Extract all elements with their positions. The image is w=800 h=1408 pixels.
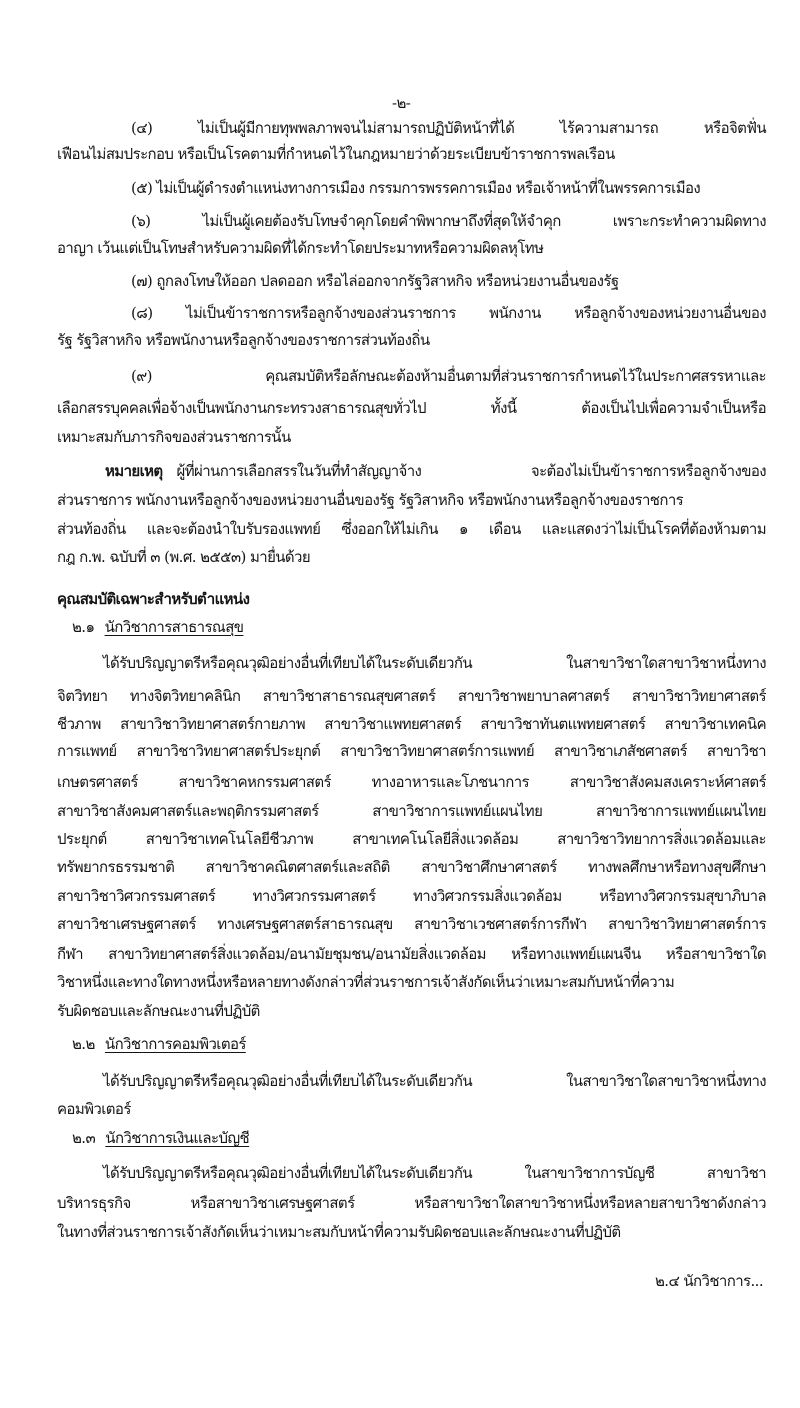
position-2-1-line-7: ประยุกต์ สาขาวิชาเทคโนโลยีชีวภาพ สาขาเทคโนโลยีสิ่งแวดล้อม สาขาวิชาวิทยาการสิ่งแวดล้อมและ [57, 830, 766, 848]
item-4-line-2: เฟือนไม่สมประกอบ หรือเป็นโรคตามที่กำหนดไว้ในกฎหมายว่าด้วยระเบียบข้าราชการพลเรือน [57, 145, 615, 163]
position-2-1-line-4: การแพทย์ สาขาวิชาวิทยาศาสตร์ประยุกต์ สาขาวิชาวิทยาศาสตร์การแพทย์ สาขาวิชาเภสัชศาสตร์ สาขาวิชา [57, 742, 766, 760]
note-line-1 [105, 461, 766, 481]
position-2-1-line-5: เกษตรศาสตร์ สาขาวิชาคหกรรมศาสตร์ ทางอาหารและโภชนาการ สาขาวิชาสังคมสงเคราะห์ศาสตร์ [57, 773, 766, 791]
position-2-3-title: นักวิชาการเงินและบัญชี [105, 1129, 250, 1147]
note-line-1-text: ผู้ที่ผ่านการเลือกสรรในวันที่ทำสัญญาจ้าง จะต้องไม่เป็นข้าราชการหรือลูกจ้างของ [176, 462, 766, 480]
position-2-1-line-2: จิตวิทยา ทางจิตวิทยาคลินิก สาขาวิชาสาธารณสุขศาสตร์ สาขาวิชาพยาบาลศาสตร์ สาขาวิชาวิทยาศาสตร์ [57, 687, 766, 705]
item-7-line-1: (๗) ถูกลงโทษให้ออก ปลดออก หรือไล่ออกจากรัฐวิสาหกิจ หรือหน่วยงานอื่นของรัฐ [131, 272, 619, 290]
item-4-line-1: (๔) ไม่เป็นผู้มีกายทุพพลภาพจนไม่สามารถปฏิบัติหน้าที่ได้ ไร้ความสามารถ หรือจิตฟั่น [131, 119, 766, 137]
position-2-3-line-3: ในทางที่ส่วนราชการเจ้าสังกัดเห็นว่าเหมาะสมกับหน้าที่ความรับผิดชอบและลักษณะงานที่ปฏิบัติ [57, 1223, 621, 1241]
position-2-1-line-6: สาขาวิชาสังคมศาสตร์และพฤติกรรมศาสตร์ สาขาวิชาการแพทย์แผนไทย สาขาวิชาการแพทย์แผนไทย [57, 802, 766, 820]
position-2-2-heading [72, 1034, 246, 1054]
position-2-1-line-12: วิชาหนึ่งและทางใดทางหนึ่งหรือหลายทางดังกล่าวที่ส่วนราชการเจ้าสังกัดเห็นว่าเหมาะสมกับหน้าที่ความ [57, 973, 675, 991]
position-2-3-heading [72, 1128, 249, 1148]
item-6-line-1: (๖) ไม่เป็นผู้เคยต้องรับโทษจำคุกโดยคำพิพากษาถึงที่สุดให้จำคุก เพราะกระทำความผิดทาง [131, 212, 766, 230]
page-number: -๒- [392, 94, 411, 112]
position-2-1-heading [72, 617, 243, 637]
note-line-4: กฎ ก.พ. ฉบับที่ ๓ (พ.ศ. ๒๕๕๓) มายื่นด้วย [57, 548, 311, 566]
position-2-1-line-9: สาขาวิชาวิศวกรรมศาสตร์ ทางวิศวกรรมศาสตร์ ทางวิศวกรรมสิ่งแวดล้อม หรือทางวิศวกรรมสุขาภิบาล [57, 887, 766, 905]
position-2-1-line-13: รับผิดชอบและลักษณะงานที่ปฏิบัติ [57, 1002, 260, 1020]
position-2-1-line-3: ชีวภาพ สาขาวิชาวิทยาศาสตร์กายภาพ สาขาวิชาแพทยศาสตร์ สาขาวิชาทันตแพทยศาสตร์ สาขาวิชาเทคนิค [57, 715, 766, 733]
position-2-1-line-10: สาขาวิชาเศรษฐศาสตร์ ทางเศรษฐศาสตร์สาธารณสุข สาขาวิชาเวชศาสตร์การกีฬา สาขาวิชาวิทยาศาสตร์การ [57, 915, 766, 933]
item-8-line-1: (๘) ไม่เป็นข้าราชการหรือลูกจ้างของส่วนราชการ พนักงาน หรือลูกจ้างของหน่วยงานอื่นของ [131, 304, 766, 322]
position-2-1-line-8: ทรัพยากรธรรมชาติ สาขาวิชาคณิตศาสตร์และสถิติ สาขาวิชาศึกษาศาสตร์ ทางพลศึกษาหรือทางสุขศึกษา [57, 858, 766, 876]
note-line-3: ส่วนท้องถิ่น และจะต้องนำใบรับรองแพทย์ ซึ่งออกให้ไม่เกิน ๑ เดือน และแสดงว่าไม่เป็นโรคที่ต้องห้ามตาม [57, 520, 766, 538]
item-9-line-1: (๙) คุณสมบัติหรือลักษณะต้องห้ามอื่นตามที่ส่วนราชการกำหนดไว้ในประกาศสรรหาและ [131, 367, 766, 385]
section-heading: คุณสมบัติเฉพาะสำหรับตำแหน่ง [57, 590, 250, 608]
position-2-2-line-2: คอมพิวเตอร์ [57, 1100, 131, 1118]
note-label: หมายเหตุ [105, 462, 163, 480]
item-8-line-2: รัฐ รัฐวิสาหกิจ หรือพนักงานหรือลูกจ้างของราชการส่วนท้องถิ่น [57, 331, 430, 349]
position-2-1-number: ๒.๑ [72, 618, 95, 636]
position-2-3-line-1: ได้รับปริญญาตรีหรือคุณวุฒิอย่างอื่นที่เทียบได้ในระดับเดียวกัน ในสาขาวิชาการบัญชี สาขาวิชา [103, 1164, 766, 1182]
continuation-marker: ๒.๔ นักวิชาการ... [655, 1272, 764, 1290]
item-6-line-2: อาญา เว้นแต่เป็นโทษสำหรับความผิดที่ได้กระทำโดยประมาทหรือความผิดลหุโทษ [57, 239, 544, 257]
item-9-line-3: เหมาะสมกับภารกิจของส่วนราชการนั้น [57, 428, 291, 446]
position-2-2-number: ๒.๒ [72, 1035, 95, 1053]
item-5-line-1: (๕) ไม่เป็นผู้ดำรงตำแหน่งทางการเมือง กรรมการพรรคการเมือง หรือเจ้าหน้าที่ในพรรคการเมือง [131, 179, 701, 197]
position-2-2-line-1: ได้รับปริญญาตรีหรือคุณวุฒิอย่างอื่นที่เทียบได้ในระดับเดียวกัน ในสาขาวิชาใดสาขาวิชาหนึ่งทาง [103, 1072, 766, 1090]
position-2-1-title: นักวิชาการสาธารณสุข [104, 618, 244, 636]
position-2-3-number: ๒.๓ [72, 1129, 96, 1147]
item-9-line-2: เลือกสรรบุคคลเพื่อจ้างเป็นพนักงานกระทรวงสาธารณสุขทั่วไป ทั้งนี้ ต้องเป็นไปเพื่อความจำเป็นหรือ [57, 399, 766, 417]
position-2-1-line-1: ได้รับปริญญาตรีหรือคุณวุฒิอย่างอื่นที่เทียบได้ในระดับเดียวกัน ในสาขาวิชาใดสาขาวิชาหนึ่งทาง [103, 654, 766, 672]
position-2-2-title: นักวิชาการคอมพิวเตอร์ [104, 1035, 246, 1053]
position-2-3-line-2: บริหารธุรกิจ หรือสาขาวิชาเศรษฐศาสตร์ หรือสาขาวิชาใดสาขาวิชาหนึ่งหรือหลายสาขาวิชาดังกล่าว [57, 1194, 766, 1212]
position-2-1-line-11: กีฬา สาขาวิทยาศาสตร์สิ่งแวดล้อม/อนามัยชุมชน/อนามัยสิ่งแวดล้อม หรือทางแพทย์แผนจีน หรือสาขาวิชาใด [57, 945, 766, 963]
note-line-2: ส่วนราชการ พนักงานหรือลูกจ้างของหน่วยงานอื่นของรัฐ รัฐวิสาหกิจ หรือพนักงานหรือลูกจ้างของราชการ [57, 491, 684, 509]
